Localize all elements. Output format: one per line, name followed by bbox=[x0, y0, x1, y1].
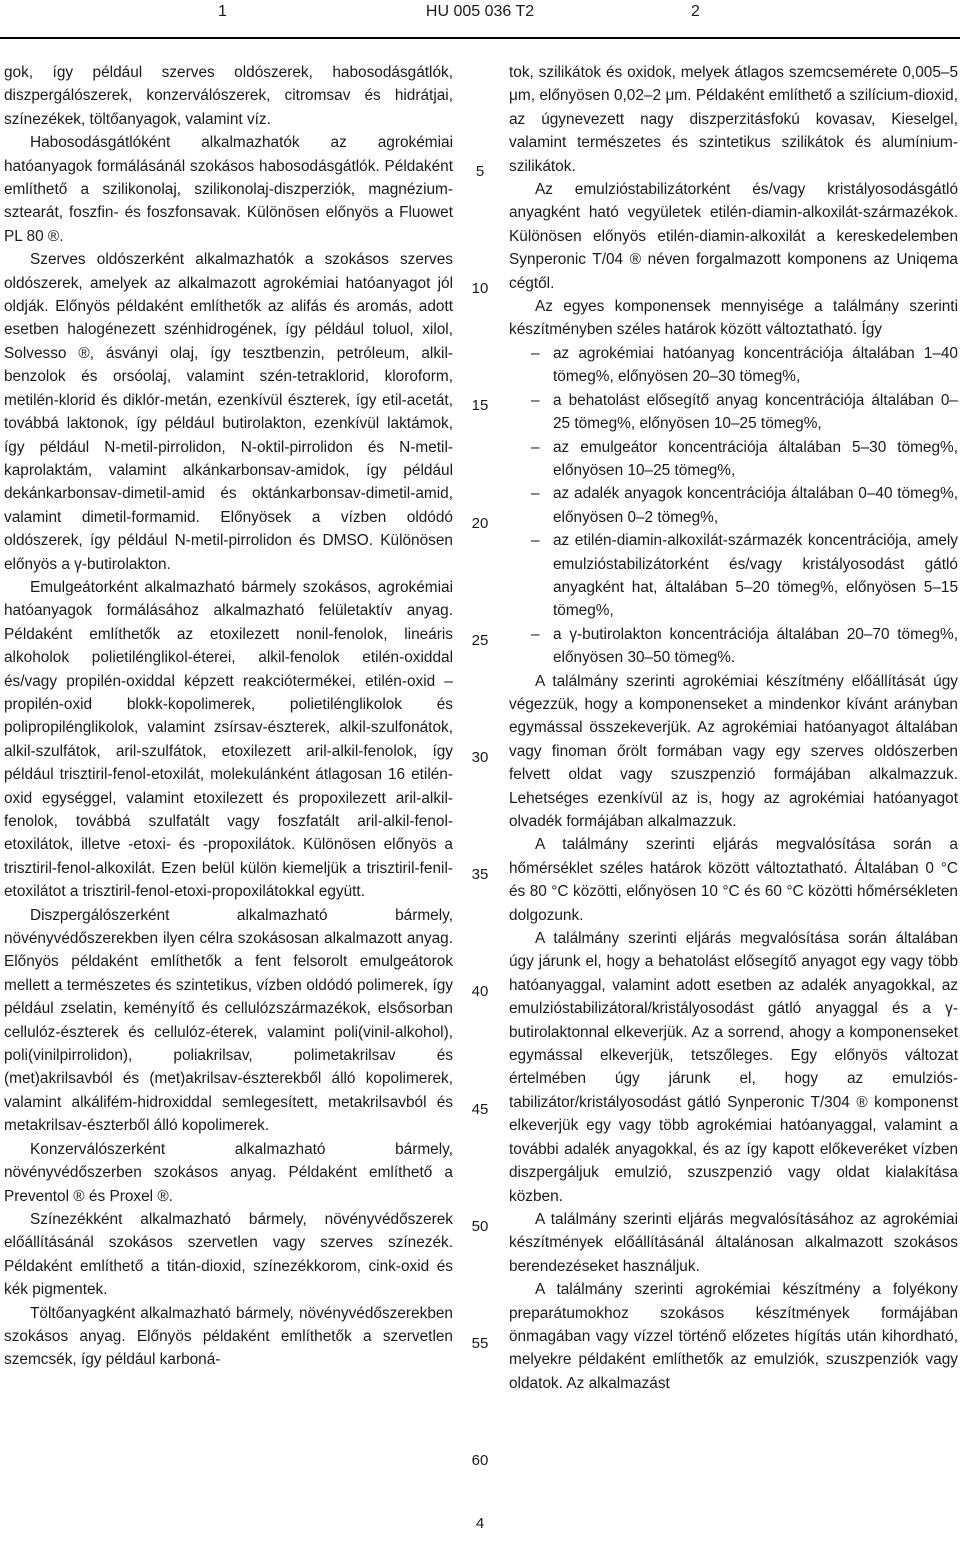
right-column-paragraph: Az emulzióstabilizátorként és/vagy kristályosodásgátló anyagként ható vegyületek etilén-diamin-alkoxilát-származékok. Különösen előnyös etilén-diamin-alkoxilát a kereskedelemben Synperonic T/04 ® néven forgalmazott komponens az Uniqema cégtől. bbox=[509, 181, 958, 292]
list-dash: – bbox=[531, 391, 540, 409]
footer-page-number: 4 bbox=[475, 1515, 485, 1532]
line-number: 15 bbox=[471, 397, 489, 415]
left-column-paragraph: Töltőanyagként alkalmazható bármely, növényvédőszerekben szokásos anyag. Előnyös példaként említhetők a szervetlen szemcsék, így például karboná- bbox=[4, 1304, 453, 1369]
left-column-paragraph: Szerves oldószerként alkalmazhatók a szokásos szerves oldószerek, amelyek az alkalmazott agrokémiai hatóanyagot jól oldják. Előnyös példaként említhetők az alifás és aromás, adott esetben halogénezett szénhidrogének, így például toluol, xilol, Solvesso ®, ásványi olaj, így tesztbenzin, petróleum, alkil-benzolok és orsóolaj, valamint szén-tetraklorid, kloroform, metilén-klorid és diklór-metán, ezenkívül észterek, így etil-acetát, továbbá laktonok, így például butirolakton, ezenkívül laktámok, így például N-metil-pirrolidon, N-oktil-pirrolidon és N-metil-kaprolaktám, valamint alkánkarbonsav-amidok, így például dekánkarbonsav-dimetil-amid és oktánkarbonsav-dimetil-amid, valamint dimetil-formamid. Előnyösek a vízben oldódó oldószerek, így például N-metil-pirrolidon és DMSO. Különösen előnyös a γ-butirolakton. bbox=[4, 251, 453, 573]
line-number: 60 bbox=[471, 1452, 489, 1470]
list-item-text: a γ-butirolakton koncentrációja általában 20–70 tömeg%, előnyösen 30–50 tömeg%. bbox=[553, 625, 958, 667]
right-column-paragraph: A találmány szerinti agrokémiai készítmény előállítását úgy végezzük, hogy a komponenseket a mindenkor kívánt arányban egymással összekeverjük. Az agrokémiai hatóanyagot általában vagy finoman őrölt formában vagy egy szerves oldószerben felvett oldat vagy szuszpenzió formájában alkalmazzuk. Lehetséges ezenkívül az is, hogy az agrokémiai hatóanyagot olvadék formájában alkalmazzuk. bbox=[509, 672, 958, 830]
line-number: 10 bbox=[471, 280, 489, 298]
list-dash: – bbox=[531, 438, 540, 456]
left-column-paragraph: gok, így például szerves oldószerek, habosodásgátlók, diszpergálószerek, konzerválószerek, citromsav és hidrátjai, színezékek, töltőanyagok, valamint víz. bbox=[4, 64, 453, 128]
right-column-rest bbox=[509, 670, 958, 1396]
left-column-paragraph: Emulgeátorként alkalmazható bármely szokásos, agrokémiai hatóanyagok formálásához alkalmazható felületaktív anyag. Példaként említhetők az etoxilezett nonil-fenolok, lineáris alkoholok polietilénglikol-éterei, alkil-fenolok etilén-oxiddal és/vagy propilén-oxiddal képzett reakciótermékei, etilén-oxid – propilén-oxid blokk-kopolimerek, polietilénglikolok és polipropilénglikolok, valamint zsírsav-észterek, alkil-szulfonátok, alkil-szulfátok, aril-szulfátok, etoxilezett aril-alkil-fenolok, így például trisztiril-fenol-etoxilát, molekulánként átlagosan 16 etilén-oxid egységgel, valamint etoxilezett és propoxilezett aril-alkil-fenolok, továbbá szulfatált vagy foszfatált aril-alkil-fenol-etoxilátok, illetve -etoxi- és -propoxilátok. Különösen előnyös a trisztiril-fenol-alkoxilát. Ezen belül külön kiemeljük a trisztiril-fenil-etoxilátot a trisztiril-fenol-etoxi-propoxilátokkal együtt. bbox=[4, 578, 453, 901]
list-item-text: a behatolást elősegítő anyag koncentrációja általában 0–25 tömeg%, előnyösen 10–25 tömeg%, bbox=[553, 391, 958, 433]
line-number: 40 bbox=[471, 983, 489, 1001]
right-column-paragraph: tok, szilikátok és oxidok, melyek átlagos szemcsemérete 0,005–5 μm, előnyösen 0,02–2 μm. Példaként említhető a szilícium-dioxid, az úgynevezett nagy diszperzitásfokú kovasav, Kieselgel, valamint természetes és szintetikus szilikátok és alumínium-szilikátok. bbox=[509, 64, 958, 175]
header-document-number: HU 005 036 T2 bbox=[425, 3, 535, 20]
list-item bbox=[509, 389, 958, 436]
line-number: 45 bbox=[471, 1100, 489, 1118]
list-dash: – bbox=[531, 485, 540, 503]
right-column-paragraph: Az egyes komponensek mennyisége a találmány szerinti készítményben széles határok között változtatható. Így bbox=[509, 298, 958, 339]
header-page-left: 1 bbox=[218, 3, 227, 20]
right-column-paragraph: A találmány szerinti agrokémiai készítmény a folyékony preparátumokhoz szokásos készítmények formájában önmagában vagy vízzel történő előzetes hígítás után kihordható, melyekre példaként említhetők az emulziók, szuszpenziók vagy oldatok. Az alkalmazást bbox=[509, 1281, 958, 1392]
list-item-text: az agrokémiai hatóanyag koncentrációja általában 1–40 tömeg%, előnyösen 20–30 tömeg%, bbox=[553, 344, 958, 386]
line-number: 35 bbox=[471, 866, 489, 884]
line-number: 5 bbox=[475, 163, 485, 180]
list-item bbox=[509, 482, 958, 529]
header-rule bbox=[0, 37, 960, 39]
right-column-paragraph: A találmány szerinti eljárás megvalósítása során a hőmérséklet széles határok között változtatható. Általában 0 °C és 80 °C közötti, előnyösen 10 °C és 60 °C közötti hőmérsékleten dolgozunk. bbox=[509, 836, 958, 924]
list-item bbox=[509, 436, 958, 483]
left-column-paragraph: Habosodásgátlóként alkalmazhatók az agrokémiai hatóanyagok formálásánál szokásos habosodásgátlók. Példaként említhető a szilikonolaj, szilikonolaj-diszperziók, magnézium-sztearát, foszfin- és foszfonsavak. Különösen előnyös a Fluowet PL 80 ®. bbox=[4, 134, 453, 245]
list-item bbox=[509, 623, 958, 670]
line-number: 50 bbox=[471, 1217, 489, 1235]
right-column-paragraph: A találmány szerinti eljárás megvalósításához az agrokémiai készítmények előállításánál általánosan alkalmazott szokásos berendezéseket használjuk. bbox=[509, 1210, 958, 1275]
list-item-text: az etilén-diamin-alkoxilát-származék koncentrációja, amely emulzióstabilizátorként és/vagy kristályosodást gátló anyagként hat, általában 5–20 tömeg%, előnyösen 5–15 tömeg%, bbox=[553, 532, 958, 620]
list-dash: – bbox=[531, 625, 540, 643]
header-page-right: 2 bbox=[691, 3, 700, 20]
right-column-paragraph: A találmány szerinti eljárás megvalósítása során általában úgy járunk el, hogy a behatolást elősegítő anyagot egy vagy több hatóanyaggal, valamint adott esetben az adalék anyagokkal, az emulzióstabilizátoral/kristályosodást gátló anyaggal és a γ-butirolaktonnal elkeverjük. Az a sorrend, ahogy a komponenseket egymással elkeverjük, tetszőleges. Egy előnyös változat értelmében úgy járunk el, hogy az emulzióstabilizátor/kristályosodást gátló Synperonic T/304 ® komponenst elkeverjük egy vagy több agrokémiai hatóanyaggal, valamint a további adalék anyagokkal, és az így kapott előkeveréket vízben diszpergáljuk emulzió, szuszpenzió vagy oldat kialakítása közben. bbox=[509, 930, 958, 1205]
left-column-paragraph: Konzerválószerként alkalmazható bármely, növényvédőszerben szokásos anyag. Példaként említhető a Preventol ® és Proxel ®. bbox=[4, 1140, 453, 1205]
left-column bbox=[4, 61, 453, 1372]
line-number: 55 bbox=[471, 1335, 489, 1352]
line-number: 20 bbox=[471, 514, 489, 532]
line-number: 25 bbox=[471, 631, 489, 649]
list-item-text: az emulgeátor koncentrációja általában 5–30 tömeg%, előnyösen 10–25 tömeg%, bbox=[553, 438, 958, 479]
list-item bbox=[509, 342, 958, 389]
concentration-list bbox=[509, 342, 958, 670]
list-item-text: az adalék anyagok koncentrációja általában 0–40 tömeg%, előnyösen 0–2 tömeg%, bbox=[553, 485, 958, 526]
right-column bbox=[509, 61, 958, 1395]
right-column-intro bbox=[509, 61, 958, 342]
line-number: 30 bbox=[471, 749, 489, 766]
list-dash: – bbox=[531, 532, 540, 550]
left-column-paragraph: Színezékként alkalmazható bármely, növényvédőszerek előállításánál szokásos szervetlen vagy szerves színezék. Példaként említhető a titán-dioxid, színezékkorom, cink-oxid és kék pigmentek. bbox=[4, 1210, 453, 1299]
left-column-paragraph: Diszpergálószerként alkalmazható bármely, növényvédőszerekben ilyen célra szokásosan alkalmazott anyag. Előnyös példaként említhetők a fent felsorolt emulgeátorok mellett a természetes és szintetikus, vízben oldódó polimerek, így például zselatin, keményítő és cellulózszármazékok, elsősorban cellulóz-észterek és cellulóz-éterek, valamint poli(vinil-alkohol), poli(vinilpirrolidon), poliakrilsav, polimetakrilsav és (met)akrilsavból és (met)akrilsav-észterekből álló kopolimerek, valamint alkálifém-hidroxiddal semlegesített, metakrilsavból és metakrilsav-észterből álló kopolimerek. bbox=[4, 906, 453, 1135]
list-item bbox=[509, 529, 958, 623]
line-numbers bbox=[460, 61, 500, 1481]
list-dash: – bbox=[531, 344, 540, 362]
